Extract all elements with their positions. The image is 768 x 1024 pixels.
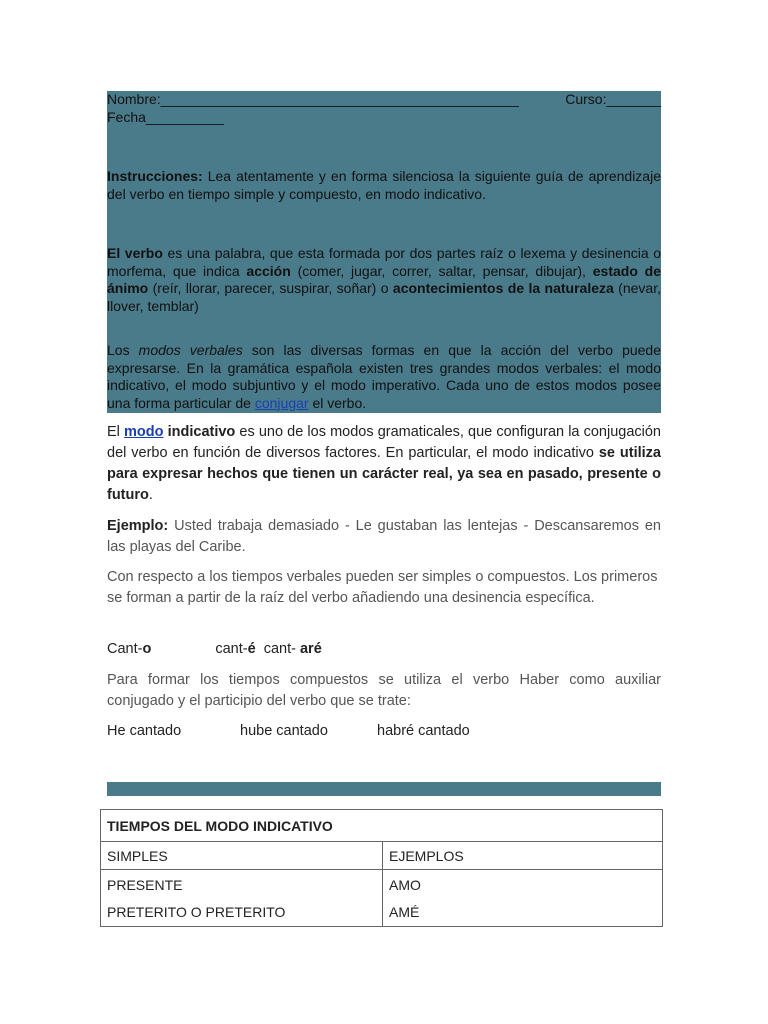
cant-a-ending: o bbox=[142, 641, 152, 657]
instruction-box bbox=[107, 91, 661, 413]
col-header-simples: SIMPLES bbox=[101, 842, 383, 870]
ejemplo-label: Ejemplo: bbox=[107, 518, 169, 534]
respecto-paragraph: Con respecto a los tiempos verbales pueden ser simples o compuestos. Los primeros se forman a partir de la raíz del verbo añadiendo una desinencia específica. bbox=[107, 569, 658, 606]
modos-text-3: el verbo. bbox=[308, 394, 367, 411]
verbo-text-4: (nevar, llover, temblar) bbox=[107, 280, 661, 314]
table-cell: PRETERITO O PRETERITO bbox=[107, 904, 286, 920]
modos-verbales-term: modos verbales bbox=[138, 342, 243, 358]
cant-b-ending: é bbox=[247, 641, 256, 657]
conjugar-link[interactable]: conjugar bbox=[254, 394, 309, 411]
modos-text-1: Los bbox=[107, 342, 139, 358]
instrucciones-label: Instrucciones: bbox=[107, 168, 203, 184]
acontecimientos-term: acontecimientos de la naturaleza bbox=[392, 280, 614, 296]
nombre-field: Nombre:______________________________________________ bbox=[107, 91, 519, 107]
table-cell: AMÉ bbox=[389, 904, 420, 920]
compuesto-example: He cantado bbox=[107, 723, 182, 739]
modos-text-2: son las diversas formas en que la acción del verbo puede expresarse. En la gramática española existen tres grandes modos verbales: el modo indicativo, el modo subjuntivo y el modo imperativo. Cada uno de estos modos posee una forma particular de bbox=[107, 342, 661, 411]
verbo-text-2: (comer, jugar, correr, saltar, pensar, dibujar), bbox=[290, 262, 593, 279]
cant-b-stem: cant- bbox=[215, 641, 248, 657]
table-cell-tiempos bbox=[101, 870, 383, 927]
curso-field: Curso:_______ bbox=[565, 91, 661, 107]
instrucciones-text: Lea atentamente y en forma silenciosa la siguiente guía de aprendizaje del verbo en tiempo simple y compuesto, en modo indicativo. bbox=[107, 168, 661, 202]
verbo-text-1: es una palabra, que esta formada por dos partes raíz o lexema y desinencia o morfema, que indica bbox=[107, 245, 661, 279]
cant-c-ending: aré bbox=[299, 641, 322, 657]
table-cell-ejemplos bbox=[383, 870, 663, 927]
instrucciones-paragraph bbox=[107, 168, 661, 203]
verbo-term: El verbo bbox=[107, 245, 163, 261]
indicativo-text-1: El bbox=[107, 424, 125, 440]
compuesto-example: hube cantado bbox=[240, 723, 328, 739]
cant-a-stem: Cant- bbox=[107, 641, 143, 657]
table-cell: AMO bbox=[389, 877, 421, 893]
table-title: TIEMPOS DEL MODO INDICATIVO bbox=[101, 810, 663, 842]
header-fields bbox=[107, 91, 661, 109]
indicativo-text-3: . bbox=[148, 487, 153, 503]
modos-paragraph bbox=[107, 342, 661, 412]
verbo-text-3: (reír, llorar, parecer, suspirar, soñar) o bbox=[148, 280, 393, 296]
compuestos-paragraph: Para formar los tiempos compuestos se utiliza el verbo Haber como auxiliar conjugado y el participio del verbo que se trate: bbox=[107, 672, 661, 709]
tiempos-table bbox=[100, 809, 663, 927]
accion-term: acción bbox=[246, 262, 291, 279]
cant-c-stem: cant- bbox=[263, 641, 300, 657]
indicativo-definition: se utiliza para expresar hechos que tienen un carácter real, ya sea en pasado, presente o futuro bbox=[107, 445, 661, 503]
indicativo-paragraph bbox=[107, 422, 661, 506]
estado-term: estado de ánimo bbox=[107, 262, 661, 296]
table-cell: PRESENTE bbox=[107, 877, 183, 893]
indicativo-term: indicativo bbox=[163, 424, 236, 440]
cant-examples bbox=[107, 641, 322, 657]
indicativo-text-2: es uno de los modos gramaticales, que configuran la conjugación del verbo en función de diversos factores. En particular, el modo indicativo bbox=[107, 424, 661, 461]
ejemplo-paragraph bbox=[107, 516, 661, 558]
fecha-field: Fecha__________ bbox=[107, 108, 224, 125]
ejemplo-text: Usted trabaja demasiado - Le gustaban las lentejas - Descansaremos en las playas del Caribe. bbox=[107, 518, 661, 555]
verbo-paragraph bbox=[107, 245, 661, 315]
compuesto-example: habré cantado bbox=[377, 723, 470, 739]
col-header-ejemplos: EJEMPLOS bbox=[383, 842, 663, 870]
divider-bar bbox=[107, 782, 661, 796]
modo-link[interactable]: modo bbox=[124, 424, 164, 440]
